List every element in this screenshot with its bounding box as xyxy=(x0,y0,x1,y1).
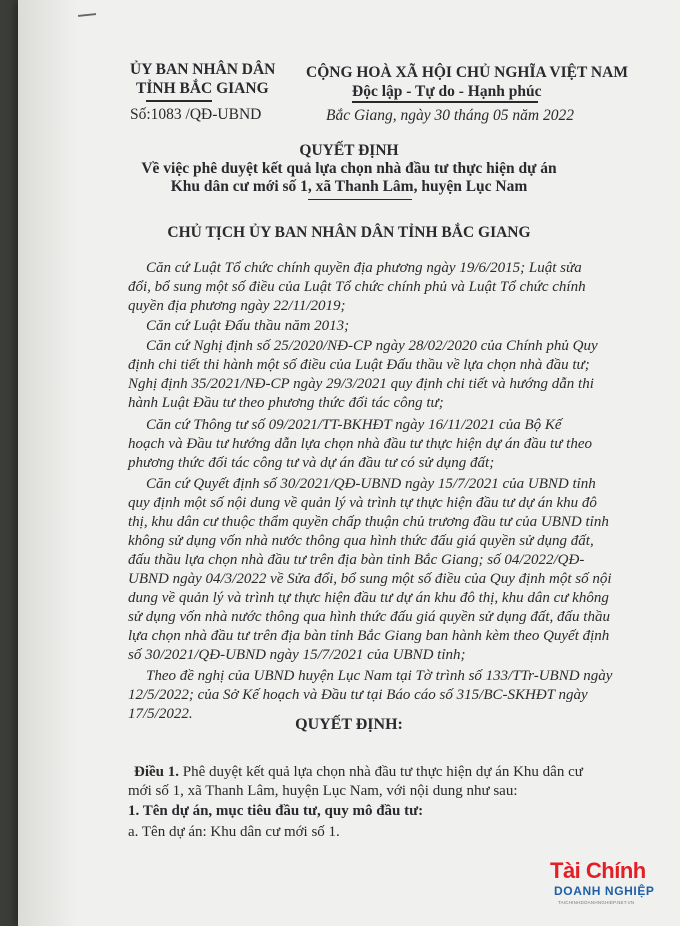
basis-line: 12/5/2022; của Sở Kế hoạch và Đầu tư tại Báo cáo số 315/BC-SKHĐT ngày xyxy=(128,687,588,703)
basis-line: đấu thầu lựa chọn nhà đầu tư trên địa bàn tỉnh Bắc Giang; số 04/2022/QĐ- xyxy=(128,552,585,568)
basis-line: dung về quản lý và trình tự thực hiện đầu tư dự án khu đô thị, khu dân cư không xyxy=(128,590,609,606)
national-motto: Độc lập - Tự do - Hạnh phúc xyxy=(352,83,542,100)
basis-line: quyền địa phương ngày 22/11/2019; xyxy=(128,298,346,314)
basis-line: số 30/2021/QĐ-UBND ngày 15/7/2021 của UBND tỉnh; xyxy=(128,647,466,663)
decision-heading: QUYẾT ĐỊNH: xyxy=(295,716,403,733)
basis-line: phương thức đối tác công tư và dự án đầu tư có sử dụng đất; xyxy=(128,455,495,471)
article-1-label: Điều 1. xyxy=(134,764,179,780)
basis-line: 17/5/2022. xyxy=(128,706,193,722)
basis-line: hành Luật Đầu tư theo phương thức đối tác công tư; xyxy=(128,395,444,411)
document-page xyxy=(18,0,680,926)
basis-line: hoạch và Đầu tư hướng dẫn lựa chọn nhà đầu tư thực hiện dự án đầu tư theo xyxy=(128,436,592,452)
basis-line: không sử dụng vốn nhà nước thông qua hình thức đấu giá quyền sử dụng đất, xyxy=(128,533,594,549)
basis-line: Căn cứ Quyết định số 30/2021/QĐ-UBND ngày 15/7/2021 của UBND tỉnh xyxy=(146,476,596,492)
basis-line: lựa chọn nhà đầu tư trên địa bàn tỉnh Bắc Giang ban hành kèm theo Quyết định xyxy=(128,628,610,644)
basis-line: Căn cứ Luật Tổ chức chính quyền địa phương ngày 19/6/2015; Luật sửa xyxy=(146,260,582,276)
basis-line: Theo đề nghị của UBND huyện Lục Nam tại Tờ trình số 133/TTr-UBND ngày xyxy=(146,668,613,684)
document-number: Số:1083 /QĐ-UBND xyxy=(130,106,262,123)
pen-mark xyxy=(78,13,96,16)
basis-line: Căn cứ Thông tư số 09/2021/TT-BKHĐT ngày 16/11/2021 của Bộ Kế xyxy=(146,417,562,433)
document-title: QUYẾT ĐỊNH xyxy=(299,142,399,159)
article-1-line-2: mới số 1, xã Thanh Lâm, huyện Lục Nam, với nội dung như sau: xyxy=(128,783,518,799)
issuing-org-line2: TỈNH BẮC GIANG xyxy=(136,80,269,97)
dateline: Bắc Giang, ngày 30 tháng 05 năm 2022 xyxy=(326,107,574,124)
basis-line: Nghị định 35/2021/NĐ-CP ngày 29/3/2021 quy định chi tiết và hướng dẫn thi xyxy=(128,376,594,392)
basis-line: UBND ngày 04/3/2022 về Sửa đổi, bổ sung một số điều của Quy định một số nội xyxy=(128,571,612,587)
article-1-line-1 xyxy=(134,764,583,781)
item-a: a. Tên dự án: Khu dân cư mới số 1. xyxy=(128,824,340,840)
section-1-heading: 1. Tên dự án, mục tiêu đầu tư, quy mô đầu tư: xyxy=(128,803,424,819)
watermark-url: TAICHINHDOANHNGHIEP.NET.VN xyxy=(558,900,635,905)
basis-line: định chi tiết thi hành một số điều của Luật Đấu thầu về lựa chọn nhà đầu tư; xyxy=(128,357,590,373)
subject-line-2: Khu dân cư mới số 1, xã Thanh Lâm, huyện Lục Nam xyxy=(170,178,528,195)
basis-line: quy định một số nội dung về quản lý và trình tự thực hiện đầu tư dự án khu đô xyxy=(128,495,597,511)
basis-line: Căn cứ Nghị định số 25/2020/NĐ-CP ngày 28/02/2020 của Chính phủ Quy xyxy=(146,338,598,354)
motto-underline xyxy=(352,101,538,103)
watermark-line2: DOANH NGHIỆP xyxy=(554,884,655,898)
basis-line: sử dụng vốn nhà nước thông qua hình thức đấu giá quyền sử dụng đất, đấu thầu xyxy=(128,609,610,625)
watermark-logo xyxy=(550,858,680,926)
subject-line-1: Về việc phê duyệt kết quả lựa chọn nhà đầu tư thực hiện dự án xyxy=(141,160,557,177)
national-title: CỘNG HOÀ XÃ HỘI CHỦ NGHĨA VIỆT NAM xyxy=(306,64,628,81)
basis-line: thị, khu dân cư thuộc thẩm quyền chấp thuận chủ trương đầu tư của UBND tỉnh xyxy=(128,514,609,530)
basis-line: Căn cứ Luật Đấu thầu năm 2013; xyxy=(146,318,350,334)
org-underline xyxy=(146,100,212,102)
subject-underline xyxy=(308,199,412,200)
basis-line: đổi, bổ sung một số điều của Luật Tổ chức chính phủ và Luật Tổ chức chính xyxy=(128,279,586,295)
issuing-org-line1: ỦY BAN NHÂN DÂN xyxy=(130,61,276,78)
watermark-line1: Tài Chính xyxy=(550,858,646,883)
article-1-text: Phê duyệt kết quả lựa chọn nhà đầu tư thực hiện dự án Khu dân cư xyxy=(179,764,583,780)
issuing-authority: CHỦ TỊCH ỦY BAN NHÂN DÂN TỈNH BẮC GIANG xyxy=(167,224,531,241)
